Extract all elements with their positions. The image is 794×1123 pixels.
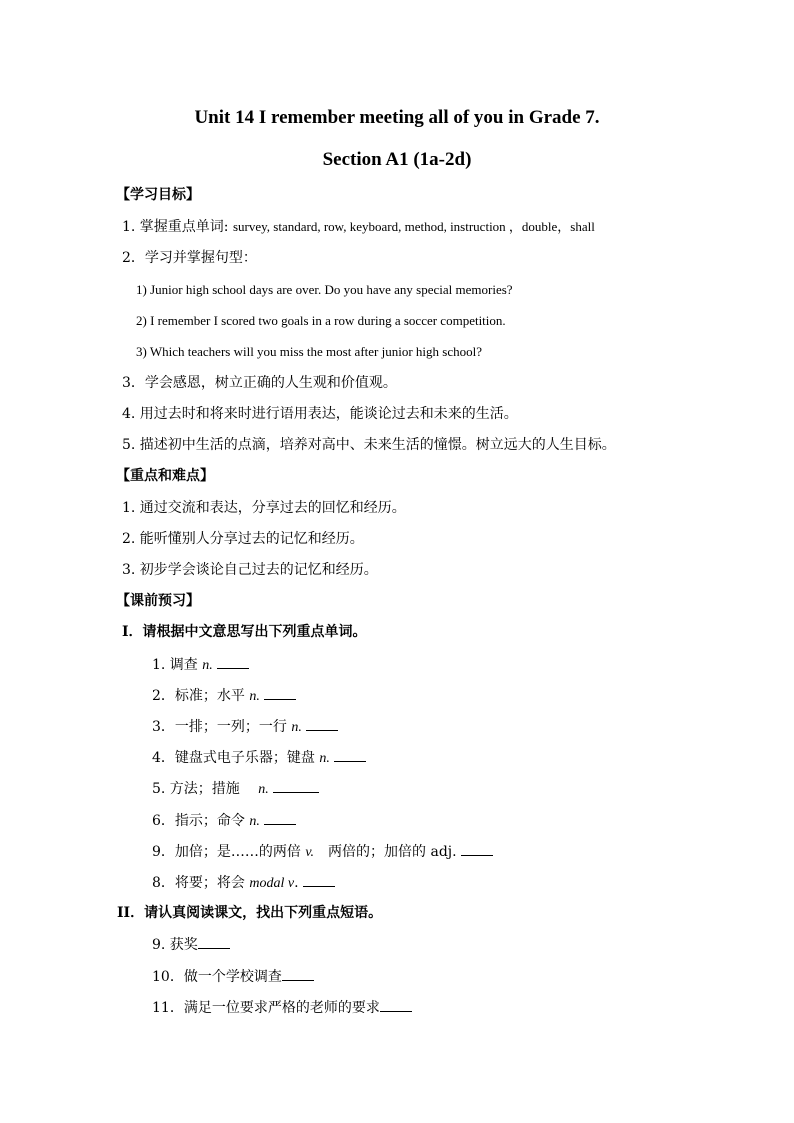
word-item-pos: n. (202, 658, 213, 673)
part2-title: II．请认真阅读课文，找出下列重点短语。 (117, 905, 383, 921)
objectives-heading: 【学习目标】 (116, 187, 200, 203)
word-item (152, 873, 335, 893)
word-item-text: 5. 方法；措施 (152, 781, 259, 797)
objective-item-2: 2．学习并掌握句型： (122, 250, 257, 266)
objective-item-4: 4. 用过去时和将来时进行语用表达，能谈论过去和未来的生活。 (122, 406, 518, 422)
answer-blank[interactable] (306, 717, 338, 731)
sentence-3: 3) Which teachers will you miss the most after junior high school? (136, 344, 482, 359)
objective-item-1-label: 1. 掌握重点单词: (122, 219, 229, 235)
word-item-pos: modal v (249, 876, 295, 891)
word-item-text: 4．键盘式电子乐器；键盘 (152, 750, 320, 766)
phrase-item-text: 9. 获奖 (152, 937, 198, 953)
answer-blank[interactable] (198, 935, 230, 949)
word-item-text: 1. 调查 (152, 657, 203, 673)
word-item (152, 811, 296, 831)
word-item (152, 779, 319, 799)
answer-blank[interactable] (282, 967, 314, 981)
answer-blank[interactable] (217, 655, 249, 669)
word-item-after: 两倍的；加倍的 adj. (314, 844, 462, 860)
word-item (152, 748, 366, 768)
word-item-after: . (294, 875, 303, 891)
answer-blank[interactable] (461, 842, 493, 856)
key-points-heading: 【重点和难点】 (116, 468, 214, 484)
word-item-pos: n. (249, 814, 260, 829)
answer-blank[interactable] (264, 686, 296, 700)
page-title: Unit 14 I remember meeting all of you in Grade 7. (194, 107, 600, 128)
word-item-text: 2．标准；水平 (152, 688, 250, 704)
answer-blank[interactable] (380, 998, 412, 1012)
sentence-2: 2) I remember I scored two goals in a row during a soccer competition. (136, 313, 506, 328)
key-point-1: 1. 通过交流和表达，分享过去的回忆和经历。 (122, 500, 406, 516)
word-item-pos: n. (258, 782, 269, 797)
answer-blank[interactable] (334, 748, 366, 762)
phrase-item (152, 967, 314, 986)
word-item-pos: n. (291, 720, 302, 735)
phrase-item (152, 935, 230, 954)
word-item-text: 6．指示；命令 (152, 813, 250, 829)
objective-item-1-words: survey, standard, row, keyboard, method, instruction ，double，shall (232, 219, 595, 234)
objective-item-1 (122, 218, 595, 236)
preview-heading: 【课前预习】 (116, 593, 200, 609)
phrase-item-text: 11．满足一位要求严格的老师的要求 (152, 1000, 380, 1016)
word-item (152, 717, 338, 737)
answer-blank[interactable] (273, 779, 319, 793)
word-item (152, 686, 296, 706)
word-item-pos: n. (249, 689, 260, 704)
word-item (152, 842, 493, 862)
phrase-item (152, 998, 412, 1017)
phrase-item-text: 10．做一个学校调查 (152, 969, 282, 985)
answer-blank[interactable] (303, 873, 335, 887)
section-title: Section A1 (1a-2d) (322, 149, 472, 170)
word-item-pos: n. (319, 751, 330, 766)
word-item-text: 3．一排；一列；一行 (152, 719, 292, 735)
answer-blank[interactable] (264, 811, 296, 825)
key-point-2: 2. 能听懂别人分享过去的记忆和经历。 (122, 531, 364, 547)
sentence-1: 1) Junior high school days are over. Do you have any special memories? (136, 282, 513, 297)
word-item (152, 655, 249, 675)
key-point-3: 3. 初步学会谈论自己过去的记忆和经历。 (122, 562, 378, 578)
word-item-text: 9．加倍；是……的两倍 (152, 844, 306, 860)
objective-item-5: 5. 描述初中生活的点滴，培养对高中、未来生活的憧憬。树立远大的人生目标。 (122, 437, 616, 453)
word-item-pos: v. (305, 845, 315, 860)
objective-item-3: 3．学会感恩，树立正确的人生观和价值观。 (122, 375, 397, 391)
word-item-text: 8．将要；将会 (152, 875, 250, 891)
part1-title: I．请根据中文意思写出下列重点单词。 (122, 624, 367, 640)
